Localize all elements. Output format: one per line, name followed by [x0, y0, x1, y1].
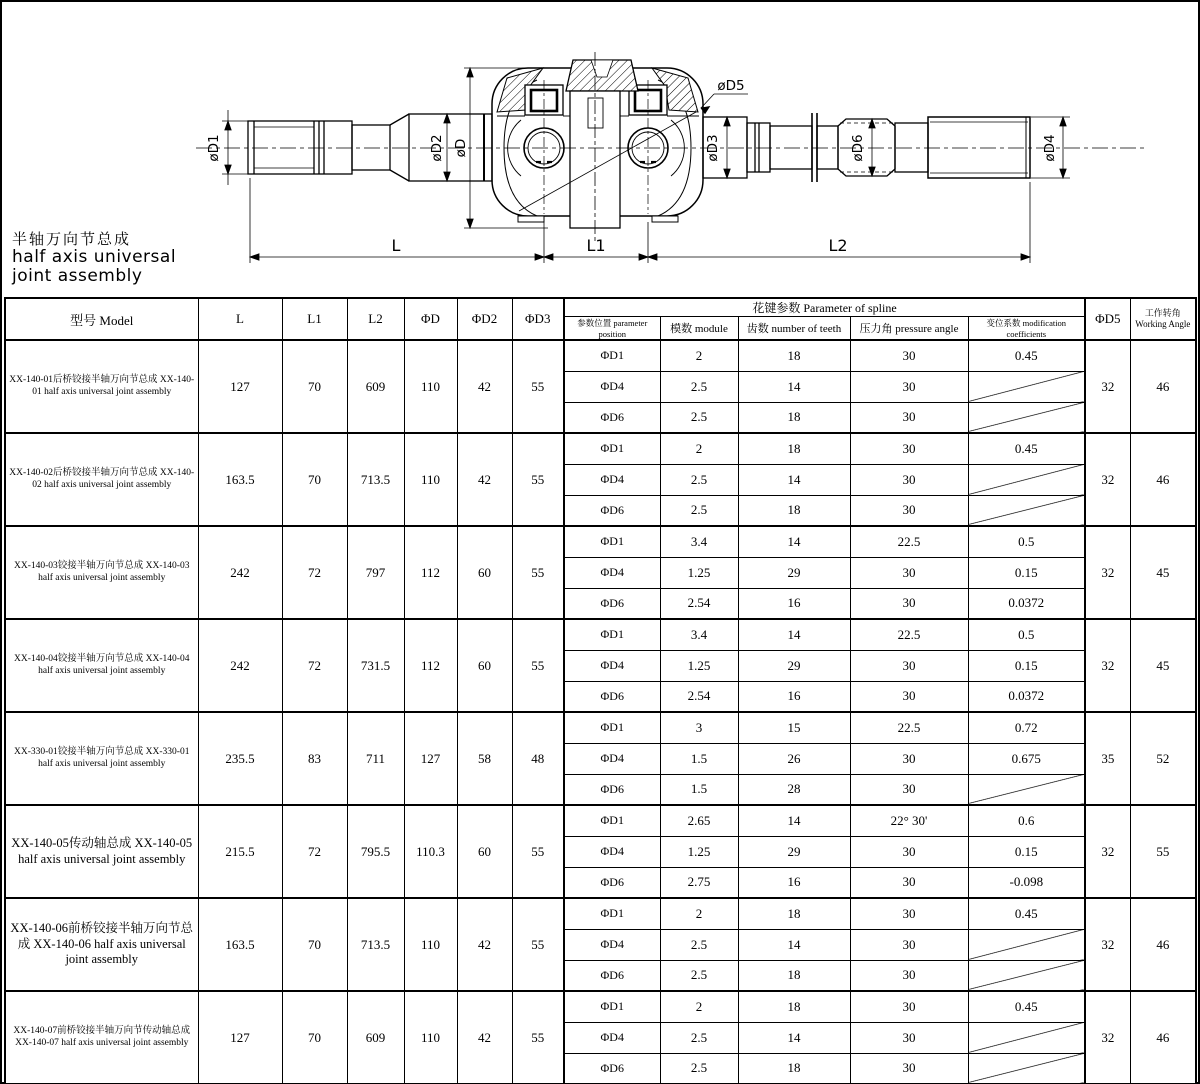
D2-cell: 60 [457, 526, 512, 619]
table-row [5, 805, 1196, 836]
assembly-title-zh: 半轴万向节总成 [12, 230, 132, 248]
D2-cell: 42 [457, 898, 512, 991]
spline-pos-cell: ΦD4 [564, 743, 660, 774]
D5-cell: 32 [1085, 526, 1130, 619]
module-cell: 2 [660, 898, 738, 929]
model-cell: XX-140-04铰接半轴万向节总成 XX-140-04 half axis universal joint assembly [5, 619, 198, 712]
table-row [5, 340, 1196, 371]
teeth-cell: 29 [738, 650, 850, 681]
coeff-cell [968, 402, 1085, 433]
spline-pos-cell: ΦD6 [564, 495, 660, 526]
label-L1: L1 [586, 236, 606, 255]
spline-pos-cell: ΦD1 [564, 619, 660, 650]
module-cell: 2.75 [660, 867, 738, 898]
L2-cell: 795.5 [347, 805, 404, 898]
technical-drawing [0, 0, 1200, 296]
pressure-cell: 30 [850, 991, 968, 1022]
pressure-cell: 30 [850, 1053, 968, 1084]
spline-pos-cell: ΦD6 [564, 960, 660, 991]
D5-cell: 32 [1085, 898, 1130, 991]
table-row [5, 433, 1196, 464]
table-row [5, 619, 1196, 650]
pressure-cell: 30 [850, 898, 968, 929]
teeth-cell: 14 [738, 371, 850, 402]
module-cell: 2.5 [660, 371, 738, 402]
module-cell: 1.5 [660, 743, 738, 774]
L2-cell: 713.5 [347, 433, 404, 526]
teeth-cell: 14 [738, 464, 850, 495]
model-cell: XX-330-01铰接半轴万向节总成 XX-330-01 half axis universal joint assembly [5, 712, 198, 805]
pressure-cell: 30 [850, 433, 968, 464]
pressure-cell: 30 [850, 495, 968, 526]
coeff-cell: 0.5 [968, 619, 1085, 650]
pressure-cell: 30 [850, 371, 968, 402]
angle-cell: 46 [1130, 991, 1196, 1084]
L1-cell: 70 [282, 433, 347, 526]
coeff-cell: 0.45 [968, 991, 1085, 1022]
angle-cell: 46 [1130, 340, 1196, 433]
pressure-cell: 30 [850, 929, 968, 960]
working-angle-zh: 工作转角 [1144, 308, 1181, 319]
angle-cell: 46 [1130, 433, 1196, 526]
D3-cell: 55 [512, 805, 564, 898]
teeth-cell: 18 [738, 960, 850, 991]
teeth-cell: 18 [738, 991, 850, 1022]
D5-cell: 32 [1085, 340, 1130, 433]
D-cell: 112 [404, 526, 457, 619]
spline-pos-cell: ΦD6 [564, 588, 660, 619]
teeth-cell: 14 [738, 805, 850, 836]
joint-housing [492, 60, 703, 228]
col-header-D3: ΦD3 [512, 298, 564, 340]
D-cell: 110 [404, 991, 457, 1084]
teeth-cell: 16 [738, 588, 850, 619]
col-header-coeff: 变位系数 modification coefficients [968, 317, 1085, 341]
angle-cell: 45 [1130, 526, 1196, 619]
coeff-cell: 0.15 [968, 836, 1085, 867]
module-cell: 2.65 [660, 805, 738, 836]
D5-cell: 32 [1085, 619, 1130, 712]
spline-group-header: 花键参数 Parameter of spline [564, 298, 1085, 317]
label-L: L [391, 236, 401, 255]
col-header-model: 型号 Model [5, 298, 198, 340]
D5-cell: 32 [1085, 433, 1130, 526]
coeff-cell: 0.45 [968, 340, 1085, 371]
coeff-cell [968, 929, 1085, 960]
spline-pos-cell: ΦD1 [564, 898, 660, 929]
D2-cell: 60 [457, 805, 512, 898]
pressure-cell: 30 [850, 557, 968, 588]
pressure-cell: 30 [850, 402, 968, 433]
D3-cell: 55 [512, 433, 564, 526]
module-cell: 3.4 [660, 619, 738, 650]
working-angle-en: Working Angle [1135, 319, 1191, 329]
L1-cell: 70 [282, 340, 347, 433]
coeff-cell: 0.5 [968, 526, 1085, 557]
col-header-module: 模数 module [660, 317, 738, 341]
D-cell: 110 [404, 340, 457, 433]
spline-section [838, 119, 895, 176]
table-row [5, 712, 1196, 743]
module-cell: 2.5 [660, 495, 738, 526]
D2-cell: 42 [457, 991, 512, 1084]
module-cell: 2.54 [660, 681, 738, 712]
spline-pos-cell: ΦD4 [564, 836, 660, 867]
module-cell: 2.5 [660, 464, 738, 495]
L1-cell: 72 [282, 805, 347, 898]
model-cell: XX-140-02后桥铰接半轴万向节总成 XX-140-02 half axis universal joint assembly [5, 433, 198, 526]
teeth-cell: 18 [738, 433, 850, 464]
pressure-cell: 30 [850, 836, 968, 867]
L-cell: 163.5 [198, 898, 282, 991]
module-cell: 1.25 [660, 650, 738, 681]
teeth-cell: 18 [738, 402, 850, 433]
pressure-cell: 30 [850, 867, 968, 898]
D3-cell: 55 [512, 526, 564, 619]
teeth-cell: 29 [738, 836, 850, 867]
col-header-D2: ΦD2 [457, 298, 512, 340]
table-row [5, 898, 1196, 929]
module-cell: 1.25 [660, 557, 738, 588]
label-d1-icon: øD1 [206, 134, 222, 162]
pressure-cell: 30 [850, 1022, 968, 1053]
L-cell: 163.5 [198, 433, 282, 526]
module-cell: 1.25 [660, 836, 738, 867]
pressure-cell: 30 [850, 340, 968, 371]
module-cell: 3 [660, 712, 738, 743]
module-cell: 2.54 [660, 588, 738, 619]
module-cell: 2 [660, 991, 738, 1022]
teeth-cell: 18 [738, 340, 850, 371]
spline-pos-cell: ΦD1 [564, 433, 660, 464]
col-header-working-angle [1130, 298, 1196, 340]
module-cell: 3.4 [660, 526, 738, 557]
col-header-L2: L2 [347, 298, 404, 340]
coeff-cell: 0.45 [968, 898, 1085, 929]
teeth-cell: 16 [738, 681, 850, 712]
col-header-position: 参数位置 parameter position [564, 317, 660, 341]
col-header-D: ΦD [404, 298, 457, 340]
pressure-cell: 22.5 [850, 526, 968, 557]
D3-cell: 55 [512, 619, 564, 712]
coeff-cell: -0.098 [968, 867, 1085, 898]
model-cell: XX-140-06前桥铰接半轴万向节总成 XX-140-06 half axis universal joint assembly [5, 898, 198, 991]
model-cell: XX-140-05传动轴总成 XX-140-05 half axis universal joint assembly [5, 805, 198, 898]
L1-cell: 70 [282, 991, 347, 1084]
coeff-cell: 0.675 [968, 743, 1085, 774]
L-cell: 235.5 [198, 712, 282, 805]
label-d5: øD5 [717, 78, 745, 94]
angle-cell: 46 [1130, 898, 1196, 991]
D-cell: 112 [404, 619, 457, 712]
model-cell: XX-140-03铰接半轴万向节总成 XX-140-03 half axis universal joint assembly [5, 526, 198, 619]
D3-cell: 55 [512, 340, 564, 433]
spline-pos-cell: ΦD4 [564, 929, 660, 960]
label-d: øD [453, 138, 469, 158]
module-cell: 2.5 [660, 929, 738, 960]
label-d6: øD6 [850, 134, 866, 162]
L1-cell: 70 [282, 898, 347, 991]
teeth-cell: 14 [738, 619, 850, 650]
spline-pos-cell: ΦD1 [564, 805, 660, 836]
D2-cell: 42 [457, 340, 512, 433]
L-cell: 127 [198, 991, 282, 1084]
coeff-cell [968, 774, 1085, 805]
pressure-cell: 30 [850, 774, 968, 805]
teeth-cell: 28 [738, 774, 850, 805]
pressure-cell: 22° 30' [850, 805, 968, 836]
spline-pos-cell: ΦD4 [564, 371, 660, 402]
title-block [12, 231, 176, 287]
label-d4: øD4 [1042, 134, 1058, 162]
spline-pos-cell: ΦD1 [564, 526, 660, 557]
spline-pos-cell: ΦD4 [564, 650, 660, 681]
coeff-cell [968, 371, 1085, 402]
D3-cell: 55 [512, 991, 564, 1084]
pressure-cell: 30 [850, 650, 968, 681]
D2-cell: 42 [457, 433, 512, 526]
pressure-cell: 30 [850, 464, 968, 495]
header-row-1 [5, 298, 1196, 317]
spline-pos-cell: ΦD6 [564, 402, 660, 433]
L-cell: 242 [198, 526, 282, 619]
L2-cell: 797 [347, 526, 404, 619]
L1-cell: 72 [282, 526, 347, 619]
teeth-cell: 14 [738, 1022, 850, 1053]
L1-cell: 72 [282, 619, 347, 712]
col-header-L: L [198, 298, 282, 340]
pressure-cell: 30 [850, 743, 968, 774]
teeth-cell: 18 [738, 1053, 850, 1084]
coeff-cell [968, 1022, 1085, 1053]
L2-cell: 609 [347, 340, 404, 433]
coeff-cell: 0.15 [968, 557, 1085, 588]
D-cell: 110.3 [404, 805, 457, 898]
right-shaft [703, 113, 1030, 182]
label-d3: øD3 [705, 134, 721, 162]
pressure-cell: 22.5 [850, 619, 968, 650]
coeff-cell: 0.0372 [968, 588, 1085, 619]
L2-cell: 731.5 [347, 619, 404, 712]
module-cell: 2.5 [660, 402, 738, 433]
module-cell: 1.5 [660, 774, 738, 805]
spline-pos-cell: ΦD1 [564, 991, 660, 1022]
spline-pos-cell: ΦD1 [564, 712, 660, 743]
table-row [5, 526, 1196, 557]
teeth-cell: 26 [738, 743, 850, 774]
module-cell: 2.5 [660, 1022, 738, 1053]
spline-pos-cell: ΦD6 [564, 1053, 660, 1084]
coeff-cell [968, 1053, 1085, 1084]
L-cell: 215.5 [198, 805, 282, 898]
spline-pos-cell: ΦD4 [564, 557, 660, 588]
angle-cell: 45 [1130, 619, 1196, 712]
model-cell: XX-140-07前桥铰接半轴万向节传动轴总成 XX-140-07 half axis universal joint assembly [5, 991, 198, 1084]
label-L2: L2 [828, 236, 848, 255]
module-cell: 2.5 [660, 1053, 738, 1084]
L2-cell: 713.5 [347, 898, 404, 991]
model-cell: XX-140-01后桥铰接半轴万向节总成 XX-140-01 half axis universal joint assembly [5, 340, 198, 433]
D3-cell: 48 [512, 712, 564, 805]
D-cell: 110 [404, 433, 457, 526]
module-cell: 2 [660, 340, 738, 371]
col-header-pressure: 压力角 pressure angle [850, 317, 968, 341]
spline-pos-cell: ΦD4 [564, 1022, 660, 1053]
col-header-teeth: 齿数 number of teeth [738, 317, 850, 341]
L2-cell: 609 [347, 991, 404, 1084]
spline-pos-cell: ΦD6 [564, 774, 660, 805]
D-cell: 110 [404, 898, 457, 991]
D5-cell: 32 [1085, 991, 1130, 1084]
teeth-cell: 18 [738, 495, 850, 526]
L1-cell: 83 [282, 712, 347, 805]
L2-cell: 711 [347, 712, 404, 805]
coeff-cell: 0.15 [968, 650, 1085, 681]
module-cell: 2 [660, 433, 738, 464]
coeff-cell: 0.45 [968, 433, 1085, 464]
pressure-cell: 30 [850, 681, 968, 712]
angle-cell: 52 [1130, 712, 1196, 805]
D2-cell: 60 [457, 619, 512, 712]
coeff-cell [968, 960, 1085, 991]
pressure-cell: 30 [850, 588, 968, 619]
label-d2: øD2 [429, 134, 445, 162]
col-header-D5: ΦD5 [1085, 298, 1130, 340]
teeth-cell: 18 [738, 898, 850, 929]
teeth-cell: 16 [738, 867, 850, 898]
assembly-title-en-1: half axis universal [12, 246, 177, 267]
teeth-cell: 14 [738, 929, 850, 960]
coeff-cell: 0.6 [968, 805, 1085, 836]
D2-cell: 58 [457, 712, 512, 805]
D-cell: 127 [404, 712, 457, 805]
table-row [5, 991, 1196, 1022]
D5-cell: 35 [1085, 712, 1130, 805]
spec-table [4, 297, 1197, 1084]
spline-pos-cell: ΦD6 [564, 681, 660, 712]
angle-cell: 55 [1130, 805, 1196, 898]
L-cell: 127 [198, 340, 282, 433]
pressure-cell: 30 [850, 960, 968, 991]
col-header-L1: L1 [282, 298, 347, 340]
spline-pos-cell: ΦD4 [564, 464, 660, 495]
teeth-cell: 29 [738, 557, 850, 588]
pressure-cell: 22.5 [850, 712, 968, 743]
spline-pos-cell: ΦD1 [564, 340, 660, 371]
coeff-cell: 0.72 [968, 712, 1085, 743]
coeff-cell [968, 495, 1085, 526]
coeff-cell: 0.0372 [968, 681, 1085, 712]
L-cell: 242 [198, 619, 282, 712]
D5-cell: 32 [1085, 805, 1130, 898]
module-cell: 2.5 [660, 960, 738, 991]
D3-cell: 55 [512, 898, 564, 991]
teeth-cell: 14 [738, 526, 850, 557]
teeth-cell: 15 [738, 712, 850, 743]
coeff-cell [968, 464, 1085, 495]
assembly-title-en-2: joint assembly [12, 266, 143, 287]
spline-pos-cell: ΦD6 [564, 867, 660, 898]
